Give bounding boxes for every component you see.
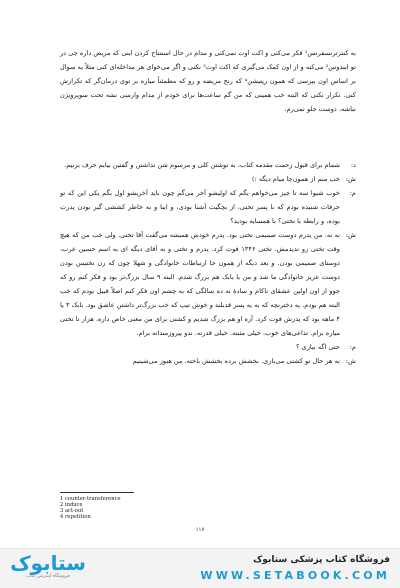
- dialogue-text: خب منم از همون‌جا میام دیگه :): [251, 175, 340, 183]
- speaker-label: د:: [350, 161, 356, 169]
- footnote: 4 repetition: [60, 514, 91, 520]
- dialogue-text: نه هر حال تو کشتی می‌بازی. بخشش برده بخشش باخته. من هنوز می‌شینیم: [132, 357, 340, 365]
- footnote: 3 act-out: [60, 508, 84, 514]
- dialogue-text: حتی اگه ببازی ؟: [295, 343, 340, 351]
- body-paragraph: به کنترترنسفرنس¹ فکر می‌کنی و اکت اوت نمی‌کنی و مدام در حال استنتاج کردن اینی که مریض داره چی در تو ایندوس² می‌کنه و از اون کمک می‌گیری که اکت اوت³ نکنی و اگر می‌خوای هر مداخله‌ای کنی مثلاً یه سوال بر اساس اون بپرسی که همون رپتیشن⁴ که رنج مریضه و رو که مطمئناً میاره بر توی درمان‌گر که تکرارش کنی. تکرار نکنی که البته خب همینی که من گم ساعت‌ها برای خودم از مدام وارسی نشه تحت سوپرویژن نباشه، دوست جلو نمی‌رم.: [60, 49, 356, 113]
- store-banner: [0, 548, 400, 588]
- speaker-label: ش:: [345, 357, 356, 365]
- dialogue-line: [60, 354, 356, 368]
- dialogue-line: [60, 158, 356, 172]
- footnotes: [60, 496, 260, 520]
- footnote: 1 counter-transference: [60, 496, 121, 502]
- dialogue-block: [60, 158, 356, 368]
- dialogue-line: [60, 186, 356, 228]
- dialogue-text: خوب شیوا سه تا چیز می‌خواهم بگم که اولیشو آخر می‌گم چون باید آخریشو اول بگم یکی این که تو حرفات شنیده بودم که با پسر تختی، از بچگیت آشنا بودی، و اینا و به خاطر کششی گیر بودن پدرت بوده، و رابطه با تختی؟ با همسایه بودید؟: [60, 189, 340, 225]
- dialogue-line: [60, 228, 356, 340]
- dialogue-line: [60, 172, 356, 186]
- store-url-link[interactable]: WWW.SETABOOK.COM: [200, 569, 390, 582]
- footnote-divider: [60, 492, 134, 493]
- dialogue-text: شمام برای قبول زحمت مقدمه کتاب، به نوشتن کلی و مرسوم شن نداشتن و گفتین بیایم حرف بزنیم.: [64, 161, 340, 169]
- speaker-label: م:: [349, 189, 356, 197]
- footnote: 2 induce: [60, 502, 83, 508]
- store-title: فروشگاه کتاب پزشکی ستابوک: [253, 555, 390, 565]
- logo-tagline: فروشگاه اینترنتی کتاب: [26, 574, 70, 579]
- store-logo[interactable]: [6, 551, 90, 583]
- page-number: ١١٧: [195, 527, 205, 533]
- speaker-label: ش:: [345, 231, 356, 239]
- dialogue-text: نه نه. من پدرم دوست صمیمی تختی بود. پدرم خودش همیشه می‌گفت آقا تختی. ولی خب من که هیچ وقت تختی رو ندیدمش. تختی ۱۳۴۶ فوت کرد. پدرم و تختی و به آقای دیگه ای به اسم حسین عرب، دوستای صمیمی بودن. و بعد دیگه از همون جا ارتباطات خانوادگی و شهلا چون که زن تختیس بودن دوست عزیز خانوادگی ما شد و من با بابک هم بزرگ شدم. البته ۹ سال بزرگ‌تر بود و فکر کنم رو که جوو از اون اولین عشقای ناکام و سادهٔ نه ده سالگی که به چشم اون فکر کنم اصلاً قبیل بودم که خب البته هم بودم. یه دخترنچه که به یه پسر قدبلند و خوش تیپ که خب بزرگ‌تر داشتن عاشق بود. بابک ۳ یا ۴ ماهه بود که پدرش فوت کرد. آره او هم بزرگ شدیم و کشتی برای من معنی خاص داره. هزار تا تختی میاره برام. تداعی‌های خوب. خیلی مثبته. خیلی قدرته. ندو پیروزمندانه برام.: [60, 231, 340, 337]
- dialogue-line: [60, 340, 356, 354]
- speaker-label: م:: [349, 343, 356, 351]
- logo-wordmark: ستابوک: [10, 551, 86, 575]
- speaker-label: ش:: [345, 175, 356, 183]
